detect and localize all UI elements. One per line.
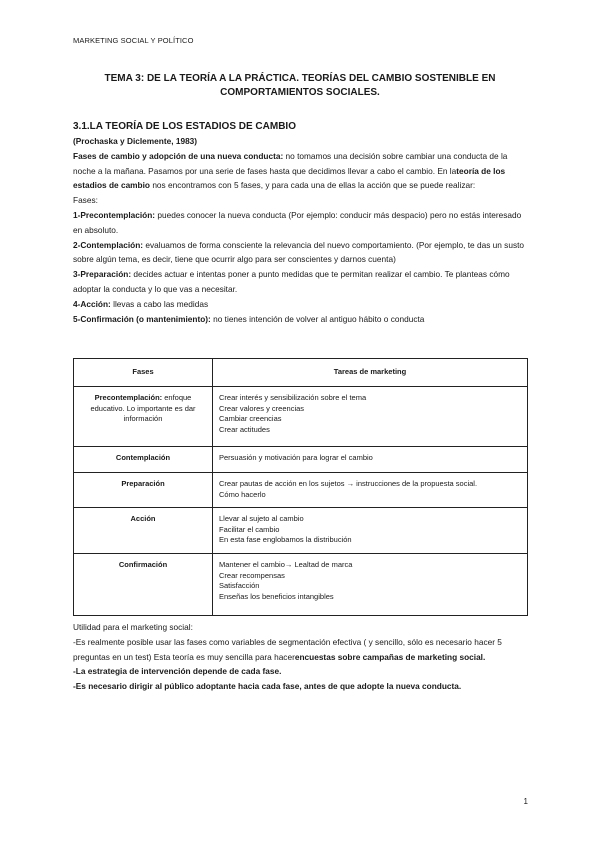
utility-point: -Es realmente posible usar las fases como variables de segmentación efectiva ( y sencillo, sólo es necesario hacer 5 preguntas en un test) Esta teoría es muy sencilla para hacerencuestas sobre campañas de marketing social. xyxy=(73,636,502,662)
table-row xyxy=(74,447,528,473)
phase-item: 2-Contemplación: evaluamos de forma consciente la relevancia del nuevo comportamiento. (Por ejemplo, te das un susto sobre algún tema, es decir, tiene que ocurrir algo para ser conscientes y darnos cuenta) xyxy=(73,239,525,265)
tareas-cell: Crear pautas de acción en los sujetos → instrucciones de la propuesta social. Cómo hacerlo xyxy=(213,473,528,508)
tareas-cell: Llevar al sujeto al cambio Facilitar el cambio En esta fase englobamos la distribución xyxy=(213,508,528,554)
section-authors: (Prochaska y Diclemente, 1983) xyxy=(73,136,198,146)
table-row xyxy=(74,473,528,508)
tareas-cell: Mantener el cambio→ Lealtad de marca Crear recompensas Satisfacción Enseñas los beneficios intangibles xyxy=(213,554,528,616)
chapter-title: TEMA 3: DE LA TEORÍA A LA PRÁCTICA. TEORÍAS DEL CAMBIO SOSTENIBLE EN COMPORTAMIENTOS SOCIALES. xyxy=(104,73,496,98)
running-header: MARKETING SOCIAL Y POLÍTICO xyxy=(73,36,194,45)
page-number: 1 xyxy=(523,797,528,806)
phase-item: 1-Precontemplación: puedes conocer la nueva conducta (Por ejemplo: conducir más despacio) pero no estás interesado en absoluto. xyxy=(73,209,522,235)
table-row xyxy=(74,554,528,616)
table-row xyxy=(74,387,528,447)
intro-text-1: no tomamos una decisión sobre cambiar una conducta de la noche a la mañana. Pasamos por una serie de fases hasta que decidimos llevar a cabo el cambio. En la xyxy=(73,150,508,176)
intro-bold-2: teoría de los estadios de cambio xyxy=(73,165,506,191)
table-header-row xyxy=(74,359,528,387)
fase-cell: Contemplación xyxy=(74,447,213,473)
utility-section xyxy=(73,620,529,694)
column-header-fases: Fases xyxy=(74,359,213,387)
fase-cell: Acción xyxy=(74,508,213,554)
phase-item: 4-Acción: llevas a cabo las medidas xyxy=(73,298,209,309)
phase-item: 5-Confirmación (o mantenimiento): no tienes intención de volver al antiguo hábito o conducta xyxy=(73,313,425,324)
intro-paragraph xyxy=(73,149,529,193)
utility-intro: Utilidad para el marketing social: xyxy=(73,622,193,632)
fase-cell: Precontemplación: enfoque educativo. Lo importante es dar información xyxy=(74,387,213,447)
phases-table xyxy=(73,358,528,616)
phase-item: 3-Preparación: decides actuar e intentas poner a punto medidas que te permitan realizar el cambio. Te planteas cómo adoptar la conducta y lo que vas a necesitar. xyxy=(73,269,510,294)
column-header-tareas: Tareas de marketing xyxy=(213,359,528,387)
utility-point: -La estrategia de intervención depende de cada fase. xyxy=(73,666,282,677)
section-body xyxy=(73,120,529,326)
tareas-cell: Crear interés y sensibilización sobre el tema Crear valores y creencias Cambiar creencias Crear actitudes xyxy=(213,387,528,447)
fases-label: Fases: xyxy=(73,195,98,206)
fase-cell: Preparación xyxy=(74,473,213,508)
tareas-cell: Persuasión y motivación para lograr el cambio xyxy=(213,447,528,473)
table-row xyxy=(74,508,528,554)
section-heading: 3.1.LA TEORÍA DE LOS ESTADIOS DE CAMBIO xyxy=(73,121,296,132)
intro-bold-1: Fases de cambio y adopción de una nueva conducta: xyxy=(73,150,284,161)
intro-text-2: nos encontramos con 5 fases, y para cada una de ellas la acción que se puede realizar: xyxy=(150,180,476,191)
utility-point: -Es necesario dirigir al público adoptante hacia cada fase, antes de que adopte la nueva conducta. xyxy=(73,681,462,692)
fase-cell: Confirmación xyxy=(74,554,213,616)
